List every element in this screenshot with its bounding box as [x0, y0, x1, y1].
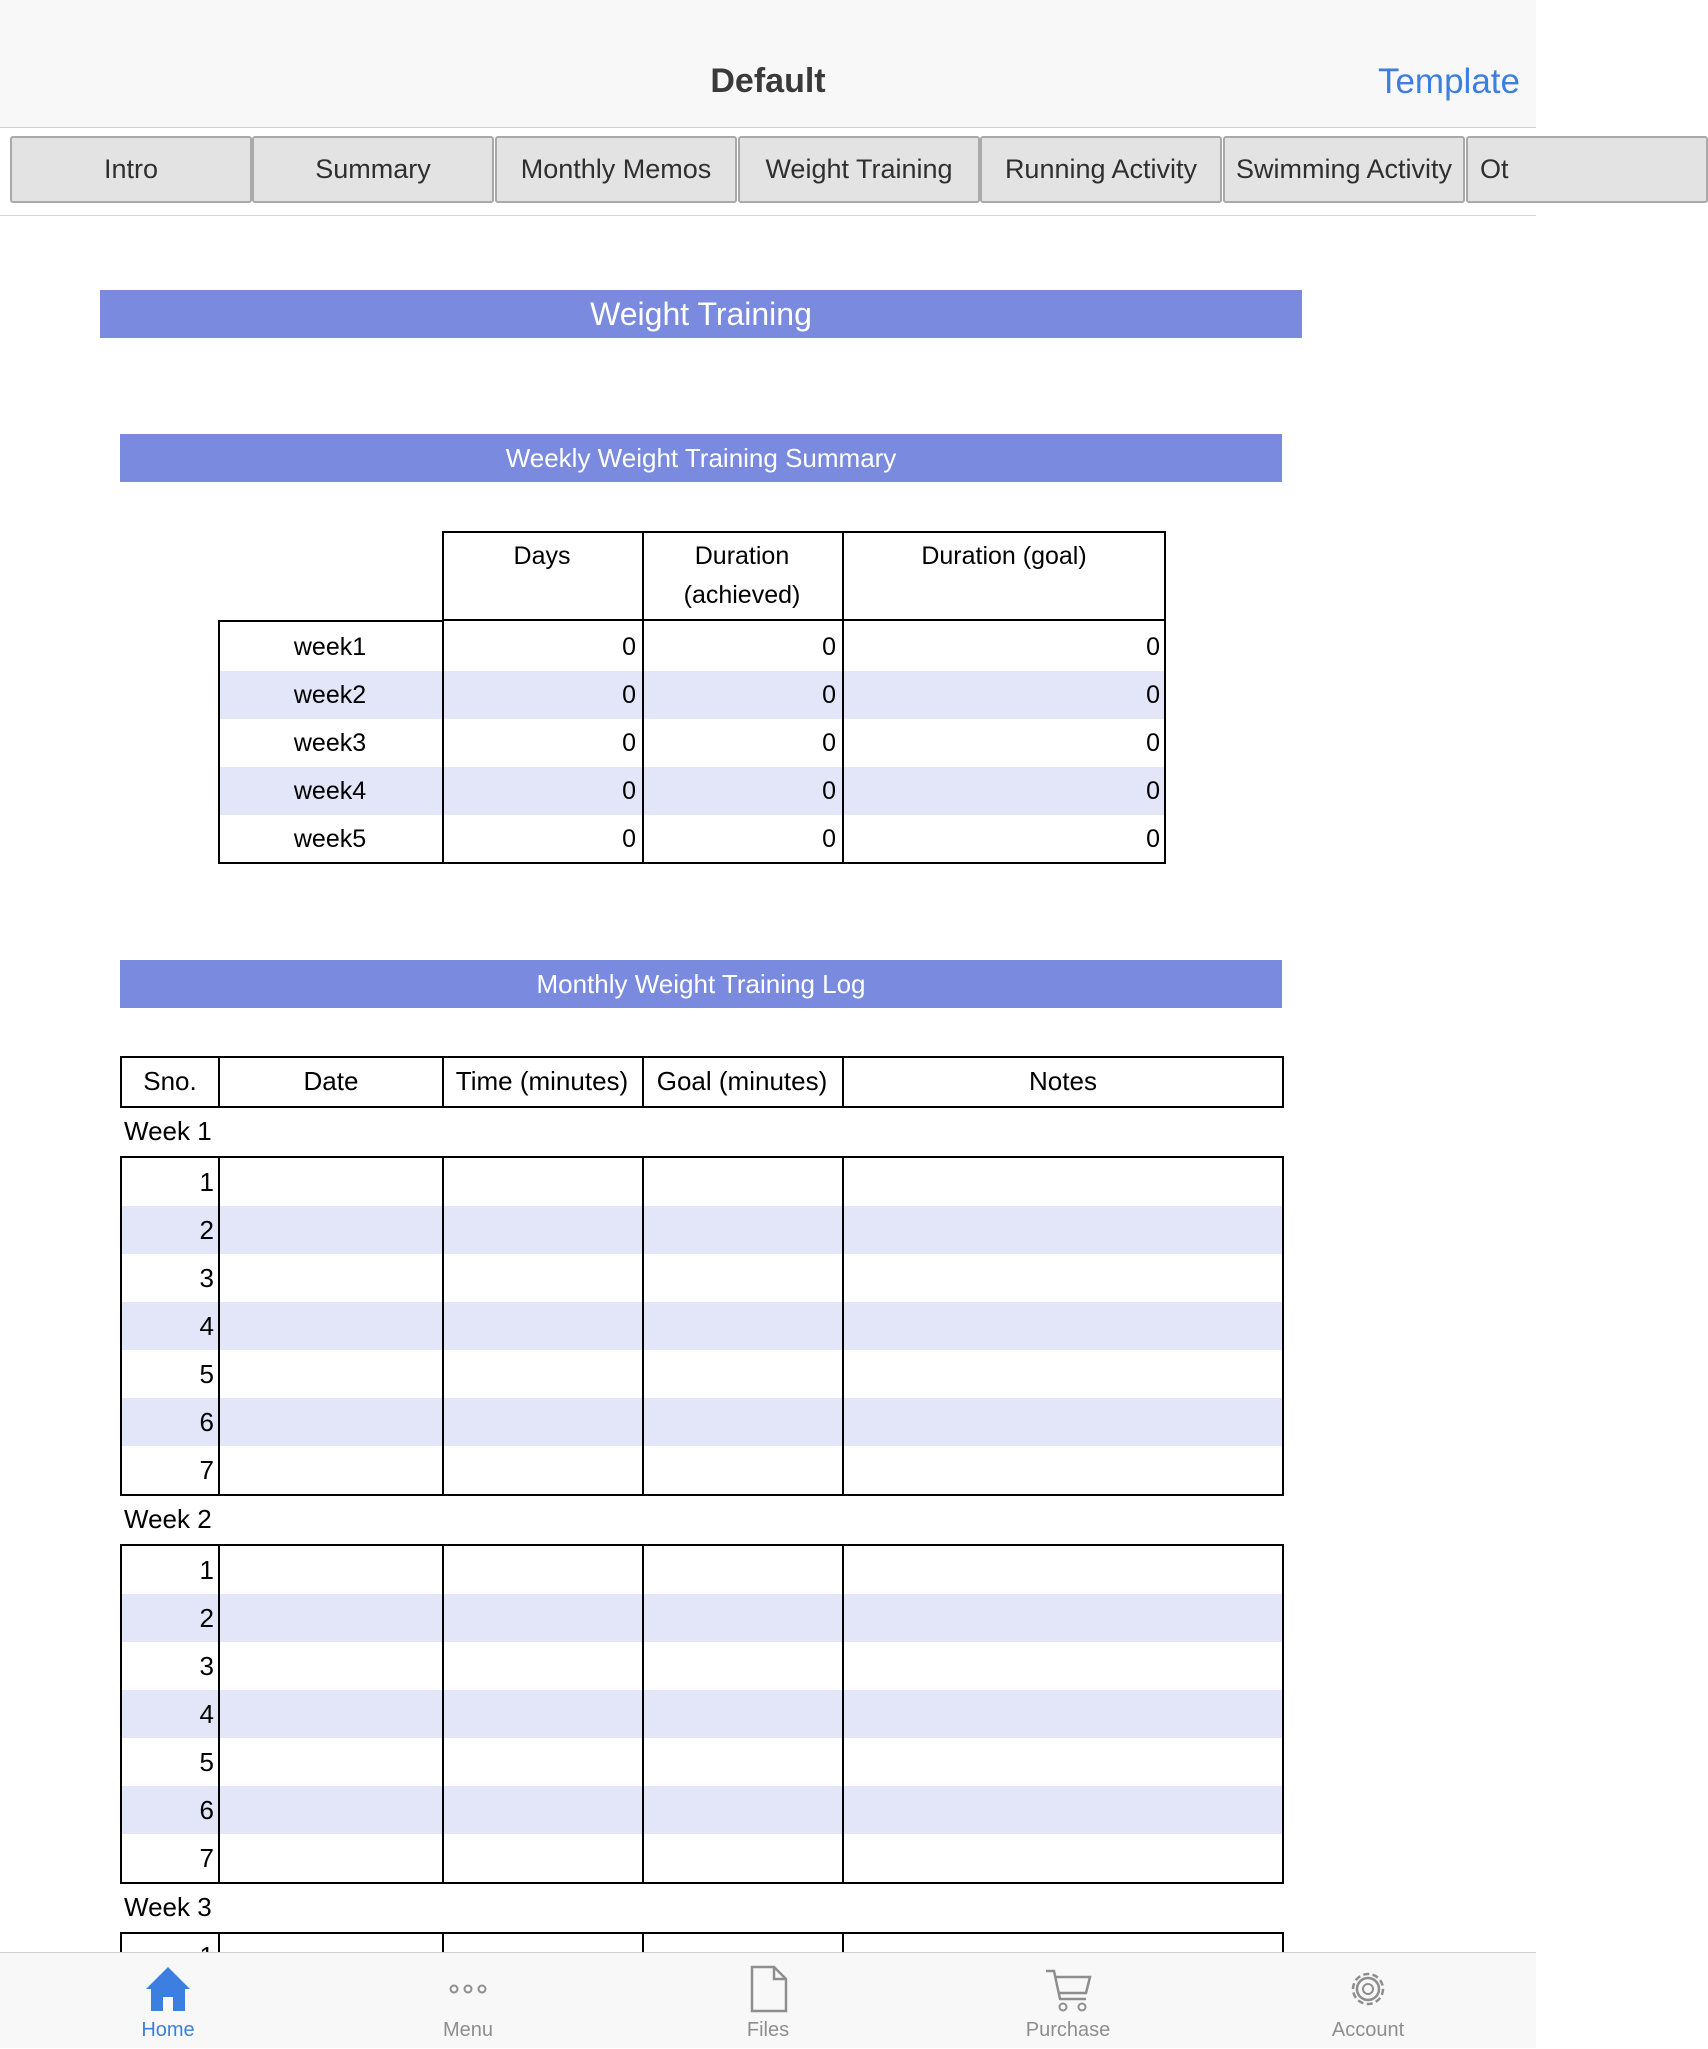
- table-border: [642, 1056, 644, 1108]
- table-row[interactable]: [122, 1594, 1282, 1642]
- table-row: [218, 671, 1166, 719]
- table-row[interactable]: [122, 1254, 1282, 1302]
- table-border: [642, 1156, 644, 1496]
- table-border: [218, 620, 444, 622]
- tabbar-home[interactable]: [68, 1953, 268, 2049]
- header-days: [442, 531, 642, 621]
- table-border: [120, 1056, 122, 1108]
- bottom-tab-bar: [0, 1952, 1536, 2048]
- table-row: [218, 719, 1166, 767]
- home-icon: [144, 1963, 192, 2015]
- week-label: Week 2: [124, 1504, 212, 1534]
- tabbar-label: Home: [141, 2019, 195, 2041]
- table-row[interactable]: [122, 1206, 1282, 1254]
- table-border: [642, 1544, 644, 1884]
- table-border: [842, 1544, 844, 1884]
- week-label: Week 3: [124, 1892, 212, 1922]
- tabbar-account[interactable]: [1268, 1953, 1468, 2049]
- row-number: 3: [199, 1651, 214, 1681]
- table-row[interactable]: [122, 1642, 1282, 1690]
- more-icon: [444, 1963, 492, 2015]
- table-border: [442, 1544, 444, 1884]
- header-duration-achieved-line1: Duration: [694, 542, 790, 570]
- table-border: [120, 1106, 1284, 1108]
- header-date: Date: [303, 1066, 359, 1096]
- days-value[interactable]: 0: [622, 681, 636, 709]
- row-number: 7: [199, 1455, 214, 1485]
- table-border: [842, 1056, 844, 1108]
- days-value[interactable]: 0: [622, 777, 636, 805]
- row-number: 4: [199, 1699, 214, 1729]
- table-border: [842, 1156, 844, 1496]
- week-label: Week 1: [124, 1116, 212, 1146]
- table-border: [1282, 1156, 1284, 1496]
- goal-value[interactable]: 0: [1146, 777, 1160, 805]
- file-icon: [744, 1963, 792, 2015]
- table-row: [218, 623, 1166, 671]
- days-value[interactable]: 0: [622, 729, 636, 757]
- table-border: [218, 1056, 220, 1108]
- cart-icon: [1044, 1963, 1092, 2015]
- tab-monthly-memos[interactable]: Monthly Memos: [495, 136, 737, 203]
- achieved-value[interactable]: 0: [822, 633, 836, 661]
- table-row[interactable]: [122, 1690, 1282, 1738]
- table-border: [442, 1932, 444, 1952]
- table-border: [120, 1156, 122, 1496]
- table-border: [1282, 1544, 1284, 1884]
- table-border: [120, 1544, 122, 1884]
- row-number: 1: [199, 1555, 214, 1585]
- table-border: [442, 531, 444, 864]
- table-row: [218, 815, 1166, 863]
- table-border: [842, 1932, 844, 1952]
- row-number: 6: [199, 1795, 214, 1825]
- table-border: [442, 1156, 444, 1496]
- table-row: [218, 767, 1166, 815]
- header-notes: Notes: [1029, 1066, 1097, 1096]
- row-number: 2: [199, 1215, 214, 1245]
- header-duration-goal: [842, 531, 1166, 621]
- table-row[interactable]: [122, 1350, 1282, 1398]
- table-row[interactable]: [122, 1398, 1282, 1446]
- table-row[interactable]: [122, 1158, 1282, 1206]
- table-border: [120, 1882, 1284, 1884]
- goal-value[interactable]: 0: [1146, 681, 1160, 709]
- tabbar-label: Menu: [442, 2019, 494, 2041]
- document-title: Default: [710, 62, 826, 100]
- tabbar-files[interactable]: [668, 1953, 868, 2049]
- table-border: [120, 1544, 1284, 1546]
- table-row[interactable]: [122, 1738, 1282, 1786]
- row-number: 2: [199, 1603, 214, 1633]
- achieved-value[interactable]: 0: [822, 825, 836, 853]
- tab-swimming-activity[interactable]: Swimming Activity: [1223, 136, 1465, 203]
- table-border: [642, 531, 644, 864]
- summary-section-title: Weekly Weight Training Summary: [120, 434, 1282, 482]
- table-border: [120, 1494, 1284, 1496]
- header-duration-achieved: [642, 531, 842, 621]
- tabbar-label: Purchase: [1025, 2019, 1111, 2041]
- sheet-tab-strip: [0, 128, 1536, 216]
- row-number: 3: [199, 1263, 214, 1293]
- table-border: [218, 620, 220, 864]
- tab-intro[interactable]: Intro: [10, 136, 252, 203]
- table-row[interactable]: [122, 1446, 1282, 1494]
- row-number: 5: [199, 1747, 214, 1777]
- tab-other[interactable]: Ot: [1466, 136, 1708, 203]
- table-row[interactable]: [122, 1546, 1282, 1594]
- goal-value[interactable]: 0: [1146, 729, 1160, 757]
- header-sno: Sno.: [143, 1066, 197, 1096]
- tab-weight-training[interactable]: Weight Training: [738, 136, 980, 203]
- row-number: 4: [199, 1311, 214, 1341]
- days-value[interactable]: 0: [622, 633, 636, 661]
- table-border: [120, 1156, 1284, 1158]
- days-value[interactable]: 0: [622, 825, 636, 853]
- row-number: 7: [199, 1843, 214, 1873]
- tab-running-activity[interactable]: Running Activity: [980, 136, 1222, 203]
- page-title: Weight Training: [100, 290, 1302, 338]
- header-duration-goal-label: Duration (goal): [921, 542, 1087, 570]
- header-duration-achieved-line2: (achieved): [683, 581, 801, 609]
- week-label: week1: [293, 633, 367, 661]
- week-label: week2: [293, 681, 367, 709]
- template-button[interactable]: Template: [1377, 62, 1520, 101]
- row-number: 1: [199, 1167, 214, 1197]
- table-border: [120, 1932, 1284, 1934]
- goal-value[interactable]: 0: [1146, 633, 1160, 661]
- navigation-bar: [0, 0, 1536, 128]
- tabbar-menu[interactable]: [368, 1953, 568, 2049]
- tabbar-label: Account: [1331, 2019, 1405, 2041]
- table-border: [442, 1056, 444, 1108]
- table-row[interactable]: [122, 1786, 1282, 1834]
- row-number: 5: [199, 1359, 214, 1389]
- week-label: week4: [293, 777, 367, 805]
- tabbar-label: Files: [746, 2019, 790, 2041]
- table-border: [1164, 531, 1166, 864]
- table-border: [842, 531, 844, 864]
- achieved-value[interactable]: 0: [822, 777, 836, 805]
- tabbar-purchase[interactable]: [968, 1953, 1168, 2049]
- table-border: [218, 862, 1166, 864]
- table-border: [218, 1544, 220, 1884]
- table-border: [120, 1056, 1284, 1058]
- goal-value[interactable]: 0: [1146, 825, 1160, 853]
- achieved-value[interactable]: 0: [822, 729, 836, 757]
- table-row[interactable]: [122, 1834, 1282, 1882]
- table-border: [642, 1932, 644, 1952]
- table-border: [1282, 1932, 1284, 1952]
- table-border: [218, 1156, 220, 1496]
- row-number: 6: [199, 1407, 214, 1437]
- log-section-title: Monthly Weight Training Log: [120, 960, 1282, 1008]
- header-goal: Goal (minutes): [656, 1066, 828, 1096]
- table-row[interactable]: [122, 1302, 1282, 1350]
- week-label: week5: [293, 825, 367, 853]
- tab-summary[interactable]: Summary: [252, 136, 494, 203]
- header-days-label: Days: [513, 542, 571, 570]
- table-border: [1282, 1056, 1284, 1108]
- table-border: [218, 1932, 220, 1952]
- achieved-value[interactable]: 0: [822, 681, 836, 709]
- week-label: week3: [293, 729, 367, 757]
- table-row[interactable]: [122, 1934, 1282, 1952]
- gear-icon: [1344, 1963, 1392, 2015]
- header-time: Time (minutes): [455, 1066, 629, 1096]
- table-border: [120, 1932, 122, 1952]
